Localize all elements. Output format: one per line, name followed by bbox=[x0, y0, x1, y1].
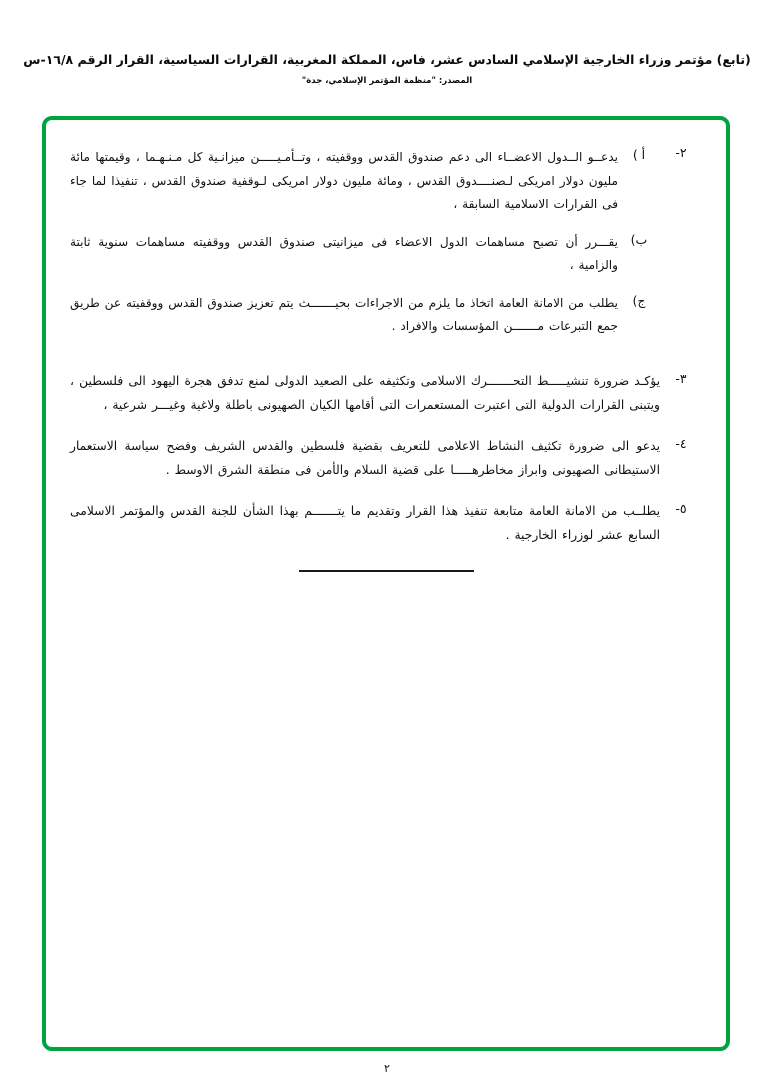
subclause-text: يطلب من الامانة العامة اتخاذ ما يلزم من الاجراءات بحيـــــــث يتم تعزيز صندوق القدس ووقفيته عن طريق جمع التبرعات مـــــــن المؤسسات والافراد . bbox=[70, 295, 618, 334]
clause-number: ٤- bbox=[675, 435, 687, 451]
clause-number: ٥- bbox=[675, 500, 687, 516]
clause-2-subclauses bbox=[70, 146, 660, 353]
header-title: (تابع) مؤتمر وزراء الخارجية الإسلامي السادس عشر، فاس، المملكة المغربية، القرارات السياسية، القرار الرقم ١٦/٨-س bbox=[23, 52, 751, 67]
clause-number: ٢- bbox=[675, 145, 687, 160]
subclause-2b bbox=[70, 231, 660, 278]
document-header bbox=[0, 52, 774, 86]
subclause-letter: ب) bbox=[630, 231, 648, 247]
clause-2 bbox=[70, 144, 702, 353]
subclause-text: يقـــرر أن تصبح مساهمات الدول الاعضاء فى ميزانيتى صندوق القدس ووقفيته مساهمات سنوية ثابتة والزامية ، bbox=[70, 234, 618, 273]
clause-text: يؤكـد ضرورة تنشيـــــط التحـــــــرك الاسلامى وتكثيفه على الصعيد الدولى لمنع تدفق هجرة اليهود الى فلسطين ، ويتبنى القرارات الدولية التى اعتبرت المستعمرات التى أقامها الكيان الصهيونى باطلة ولاغية وغيـــر شرعية ، bbox=[70, 374, 660, 413]
clause-number: ٣- bbox=[675, 371, 687, 387]
subclause-letter: أ ) bbox=[632, 147, 646, 162]
page-number: ٢ bbox=[384, 1062, 390, 1075]
green-border-frame bbox=[42, 116, 730, 1051]
page-footer bbox=[0, 1062, 774, 1075]
clause-4 bbox=[70, 435, 702, 483]
subclause-letter: ج) bbox=[632, 292, 646, 308]
section-divider bbox=[299, 570, 474, 572]
subclause-2a bbox=[70, 146, 660, 217]
clause-5 bbox=[70, 500, 702, 548]
clause-text: يطلــب من الامانة العامة متابعة تنفيذ هذا القرار وتقديم ما يتـــــــم بهذا الشأن للجنة القدس والمؤتمر الاسلامى السابع عشر لوزراء الخارجية . bbox=[70, 503, 660, 542]
clause-text: يدعو الى ضرورة تكثيف النشاط الاعلامى للتعريف بقضية فلسطين والقدس الشريف وفضح سياسة الاستعمار الاستيطانى الصهيونى وابراز مخاطرهـــــا على قضية السلام والأمن فى منطقة الشرق الاوسط . bbox=[70, 438, 660, 477]
subclause-2c bbox=[70, 292, 660, 339]
document-body bbox=[70, 144, 702, 572]
clause-3 bbox=[70, 370, 702, 418]
subclause-text: يدعــو الــدول الاعضــاء الى دعم صندوق القدس ووقفيته ، وتــأمـيـــــن ميزانـية كل مـنـهـما ، وقيمتها مائة مليون دولار امريكى لـصنــــدوق القدس ، ومائة مليون دولار امريكى لـوقفية صندوق القدس ، تنفيذا لما جاء فى القرارات الاسلامية السابقة ، bbox=[70, 150, 618, 212]
header-source: المصدر: "منظمة المؤتمر الإسلامي، جدة" bbox=[301, 76, 473, 86]
